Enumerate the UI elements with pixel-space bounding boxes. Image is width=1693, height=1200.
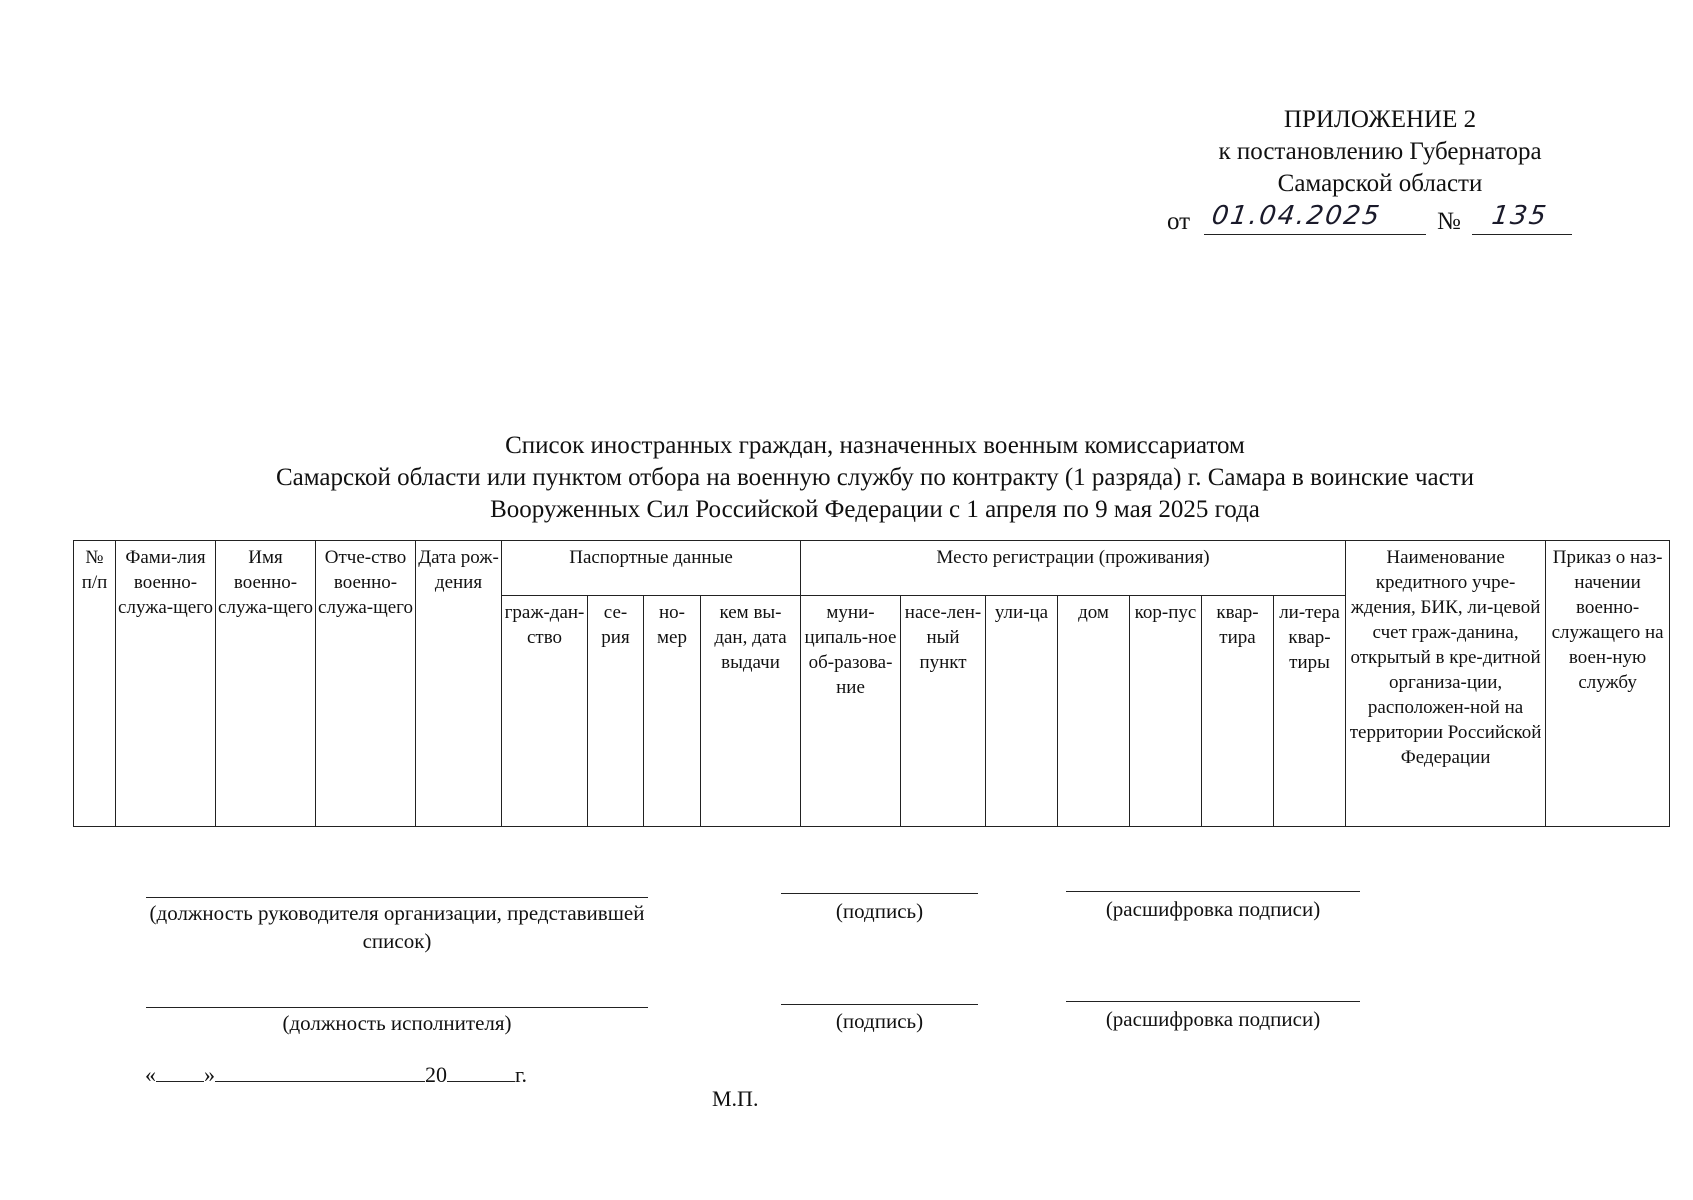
- executor-decoding-line: [1066, 1001, 1360, 1002]
- date-open-quote: «: [145, 1062, 156, 1087]
- title-line-2: Самарской области или пунктом отбора на военную службу по контракту (1 разряда) г. Самара в воинские части: [275, 464, 1475, 491]
- head-decoding-line: [1066, 891, 1360, 892]
- date-underline: [1204, 234, 1426, 235]
- header-bank: Наименование кредитного учре-ждения, БИК, ли-цевой счет граж-данина, открытый в кре-дитной организа-ции, расположен-ной на территории Российской Федерации: [1346, 541, 1546, 827]
- month-blank: [215, 1061, 425, 1082]
- header-order: Приказ о наз-начении военно-служащего на воен-ную службу: [1546, 541, 1670, 827]
- executor-signature-line: [781, 1004, 978, 1005]
- appendix-decree: к постановлению Губернатора: [1218, 138, 1542, 165]
- header-number: № п/п: [74, 541, 116, 827]
- header-apartment: квар-тира: [1202, 596, 1274, 827]
- date-blank: [145, 1061, 527, 1088]
- title-line-3: Вооруженных Сил Российской Федерации с 1 апреля по 9 мая 2025 года: [490, 496, 1260, 523]
- header-passport-number: но-мер: [644, 596, 701, 827]
- appendix-title: ПРИЛОЖЕНИЕ 2: [1283, 106, 1477, 133]
- header-name: Имя военно-служа-щего: [216, 541, 316, 827]
- year-blank: [447, 1061, 515, 1082]
- header-citizenship: граж-дан-ство: [502, 596, 588, 827]
- header-apartment-letter: ли-тера квар-тиры: [1274, 596, 1346, 827]
- header-birthdate: Дата рож-дения: [416, 541, 502, 827]
- handwritten-number: 135: [1489, 201, 1550, 231]
- executor-signature-caption: (подпись): [835, 1009, 924, 1033]
- head-decoding-caption: (расшифровка подписи): [1105, 897, 1321, 921]
- header-issued: кем вы-дан, дата выдачи: [701, 596, 801, 827]
- date-century: 20: [425, 1062, 447, 1087]
- header-building: кор-пус: [1130, 596, 1202, 827]
- date-prefix: от: [1167, 208, 1191, 235]
- header-patronymic: Отче-ство военно-служа-щего: [316, 541, 416, 827]
- header-registration-group: Место регистрации (проживания): [801, 541, 1346, 596]
- head-signature-line: [781, 893, 978, 894]
- header-series: се-рия: [588, 596, 644, 827]
- appendix-region: Самарской области: [1277, 170, 1483, 197]
- executor-position-line: [146, 1007, 648, 1008]
- decree-date-number: [1100, 200, 1660, 240]
- header-locality: насе-лен-ный пункт: [901, 596, 986, 827]
- header-house: дом: [1058, 596, 1130, 827]
- appendix-header: [1100, 104, 1660, 240]
- number-symbol: №: [1437, 208, 1461, 235]
- stamp-place: М.П.: [712, 1086, 759, 1111]
- executor-decoding-caption: (расшифровка подписи): [1105, 1007, 1321, 1031]
- handwritten-date: 01.04.2025: [1209, 201, 1383, 231]
- day-blank: [156, 1061, 204, 1082]
- title-line-1: Список иностранных граждан, назначенных военным комиссариатом: [505, 432, 1245, 459]
- header-street: ули-ца: [986, 596, 1058, 827]
- header-surname: Фами-лия военно-служа-щего: [116, 541, 216, 827]
- number-underline: [1472, 234, 1572, 235]
- executor-position-caption: (должность исполнителя): [282, 1011, 512, 1035]
- header-passport-group: Паспортные данные: [502, 541, 801, 596]
- head-position-caption: (должность руководителя организации, представившей список): [149, 901, 645, 953]
- head-position-line: [146, 897, 648, 898]
- head-signature-caption: (подпись): [835, 899, 924, 923]
- date-year-suffix: г.: [515, 1062, 528, 1087]
- document-title: [0, 430, 1693, 526]
- header-municipality: муни-ципаль-ное об-разова-ние: [801, 596, 901, 827]
- servicemen-table: [73, 540, 1670, 827]
- date-close-quote: »: [204, 1062, 215, 1087]
